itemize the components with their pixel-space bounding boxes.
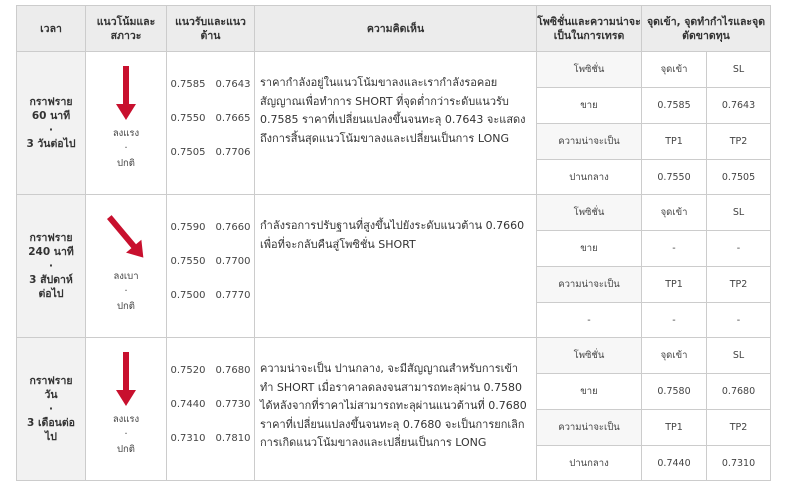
support-value: 0.7590 <box>170 222 206 233</box>
position-label: ขาย <box>537 374 642 410</box>
level-pair <box>167 388 254 422</box>
entry-value: - <box>642 231 707 267</box>
timeframe-line: วัน <box>44 389 58 401</box>
levels-cell <box>167 52 255 195</box>
levels-cell <box>167 195 255 338</box>
entry-value: จุดเข้า <box>642 338 707 374</box>
level-pair <box>167 422 254 456</box>
support-value: 0.7550 <box>170 113 206 124</box>
support-value: 0.7500 <box>170 290 206 301</box>
position-label: โพซิชั่น <box>537 195 642 231</box>
trend-cell <box>86 52 167 195</box>
position-label: ความน่าจะเป็น <box>537 124 642 160</box>
resistance-value: 0.7680 <box>215 365 251 376</box>
header-entry: จุดเข้า, จุดทำกำไรและจุดตัดขาดทุน <box>642 6 771 52</box>
entry-value: TP2 <box>707 267 771 303</box>
level-pair <box>167 68 254 102</box>
position-label: ปานกลาง <box>537 446 642 481</box>
entry-value: 0.7643 <box>707 88 771 124</box>
header-position: โพซิชั่นและความน่าจะเป็นในการเทรด <box>537 6 642 52</box>
header-comment: ความคิดเห็น <box>255 6 537 52</box>
level-pair <box>167 245 254 279</box>
entry-value: 0.7580 <box>642 374 707 410</box>
entry-value: - <box>642 303 707 338</box>
timeframe-line: กราฟราย <box>29 375 73 387</box>
trend-label: ลงเบา <box>113 271 139 282</box>
table-row <box>17 52 771 88</box>
entry-value: SL <box>707 195 771 231</box>
support-value: 0.7310 <box>170 433 206 444</box>
header-levels: แนวรับและแนวต้าน <box>167 6 255 52</box>
entry-value: 0.7680 <box>707 374 771 410</box>
timeframe-line: กราฟราย <box>29 96 73 108</box>
support-value: 0.7520 <box>170 365 206 376</box>
trend-label: ลงแรง <box>112 128 140 139</box>
timeframe-line: ไป <box>45 431 57 443</box>
resistance-value: 0.7665 <box>215 113 251 124</box>
trend-label: · <box>124 429 128 440</box>
comment-cell: ราคากำลังอยู่ในแนวโน้มขาลงและเรากำลังรอคอยสัญญาณเพื่อทำการ SHORT ที่จุดต่ำกว่าระดับแนวรับ 0.7585 ราคาที่เปลี่ยนแปลงขึ้นจนทะลุ 0.7643 จะแสดงถึงการสิ้นสุดแนวโน้มขาลงและเปลี่ยนเป็นการ LONG <box>255 52 537 195</box>
header-row <box>17 6 771 52</box>
trend-cell <box>86 195 167 338</box>
position-label: - <box>537 303 642 338</box>
timeframe-cell <box>17 195 86 338</box>
trend-label: ปกติ <box>117 444 135 455</box>
trend-label: ปกติ <box>117 301 135 312</box>
table-row <box>17 338 771 374</box>
position-label: ขาย <box>537 231 642 267</box>
entry-value: SL <box>707 338 771 374</box>
entry-value: SL <box>707 52 771 88</box>
trend-label: · <box>124 143 128 154</box>
comment-cell: ความน่าจะเป็น ปานกลาง, จะมีสัญญาณสำหรับการเข้าทำ SHORT เมื่อราคาลดลงจนสามารถทะลุผ่าน 0.7580 ได้หลังจากที่ราคาไม่สามารถทะลุผ่านแนวต้านที่ 0.7680 ราคาที่เปลี่ยนแปลงขึ้นจนทะลุ 0.7680 จะเป็นการยกเลิกการเกิดแนวโน้มขาลงและเปลี่ยนเป็นการ LONG <box>255 338 537 481</box>
entry-value: TP1 <box>642 410 707 446</box>
trend-label: ลงแรง <box>112 414 140 425</box>
comment-cell: กำลังรอการปรับฐานที่สูงขึ้นไปยังระดับแนวต้าน 0.7660 เพื่อที่จะกลับคืนสู่โพซิชั่น SHORT <box>255 195 537 338</box>
entry-value: 0.7585 <box>642 88 707 124</box>
entry-value: - <box>707 303 771 338</box>
header-trend: แนวโน้มและสภาวะ <box>86 6 167 52</box>
timeframe-line: 3 สัปดาห์ <box>29 274 73 286</box>
timeframe-cell <box>17 52 86 195</box>
down-arrow-icon <box>86 352 166 412</box>
entry-value: TP2 <box>707 124 771 160</box>
entry-value: 0.7310 <box>707 446 771 481</box>
support-value: 0.7585 <box>170 79 206 90</box>
timeframe-line: กราฟราย <box>29 232 73 244</box>
level-pair <box>167 211 254 245</box>
timeframe-line: ต่อไป <box>38 288 64 300</box>
resistance-value: 0.7770 <box>215 290 251 301</box>
entry-value: 0.7550 <box>642 160 707 195</box>
entry-value: - <box>707 231 771 267</box>
resistance-value: 0.7643 <box>215 79 251 90</box>
timeframe-cell <box>17 338 86 481</box>
level-pair <box>167 279 254 313</box>
entry-value: จุดเข้า <box>642 195 707 231</box>
entry-value: 0.7505 <box>707 160 771 195</box>
position-label: ขาย <box>537 88 642 124</box>
level-pair <box>167 354 254 388</box>
position-label: ความน่าจะเป็น <box>537 267 642 303</box>
support-value: 0.7550 <box>170 256 206 267</box>
trend-label: · <box>124 286 128 297</box>
support-value: 0.7505 <box>170 147 206 158</box>
down-arrow-icon <box>86 66 166 126</box>
resistance-value: 0.7810 <box>215 433 251 444</box>
timeframe-line: · <box>49 403 53 415</box>
levels-cell <box>167 338 255 481</box>
timeframe-line: 240 นาที <box>28 246 74 258</box>
table-row <box>17 195 771 231</box>
resistance-value: 0.7660 <box>215 222 251 233</box>
timeframe-line: · <box>49 124 53 136</box>
trend-cell <box>86 338 167 481</box>
timeframe-line: 60 นาที <box>31 110 71 122</box>
timeframe-line: 3 วันต่อไป <box>26 138 76 150</box>
timeframe-line: · <box>49 260 53 272</box>
position-label: ความน่าจะเป็น <box>537 410 642 446</box>
resistance-value: 0.7700 <box>215 256 251 267</box>
trend-label: ปกติ <box>117 158 135 169</box>
resistance-value: 0.7706 <box>215 147 251 158</box>
position-label: โพซิชั่น <box>537 338 642 374</box>
support-value: 0.7440 <box>170 399 206 410</box>
entry-value: TP1 <box>642 124 707 160</box>
entry-value: 0.7440 <box>642 446 707 481</box>
entry-value: จุดเข้า <box>642 52 707 88</box>
entry-value: TP1 <box>642 267 707 303</box>
timeframe-line: 3 เดือนต่อ <box>27 417 75 429</box>
resistance-value: 0.7730 <box>215 399 251 410</box>
header-time: เวลา <box>17 6 86 52</box>
level-pair <box>167 102 254 136</box>
level-pair <box>167 136 254 170</box>
position-label: โพซิชั่น <box>537 52 642 88</box>
position-label: ปานกลาง <box>537 160 642 195</box>
entry-value: TP2 <box>707 410 771 446</box>
diagonal-down-arrow-icon <box>86 209 166 269</box>
forecast-table <box>16 5 771 481</box>
